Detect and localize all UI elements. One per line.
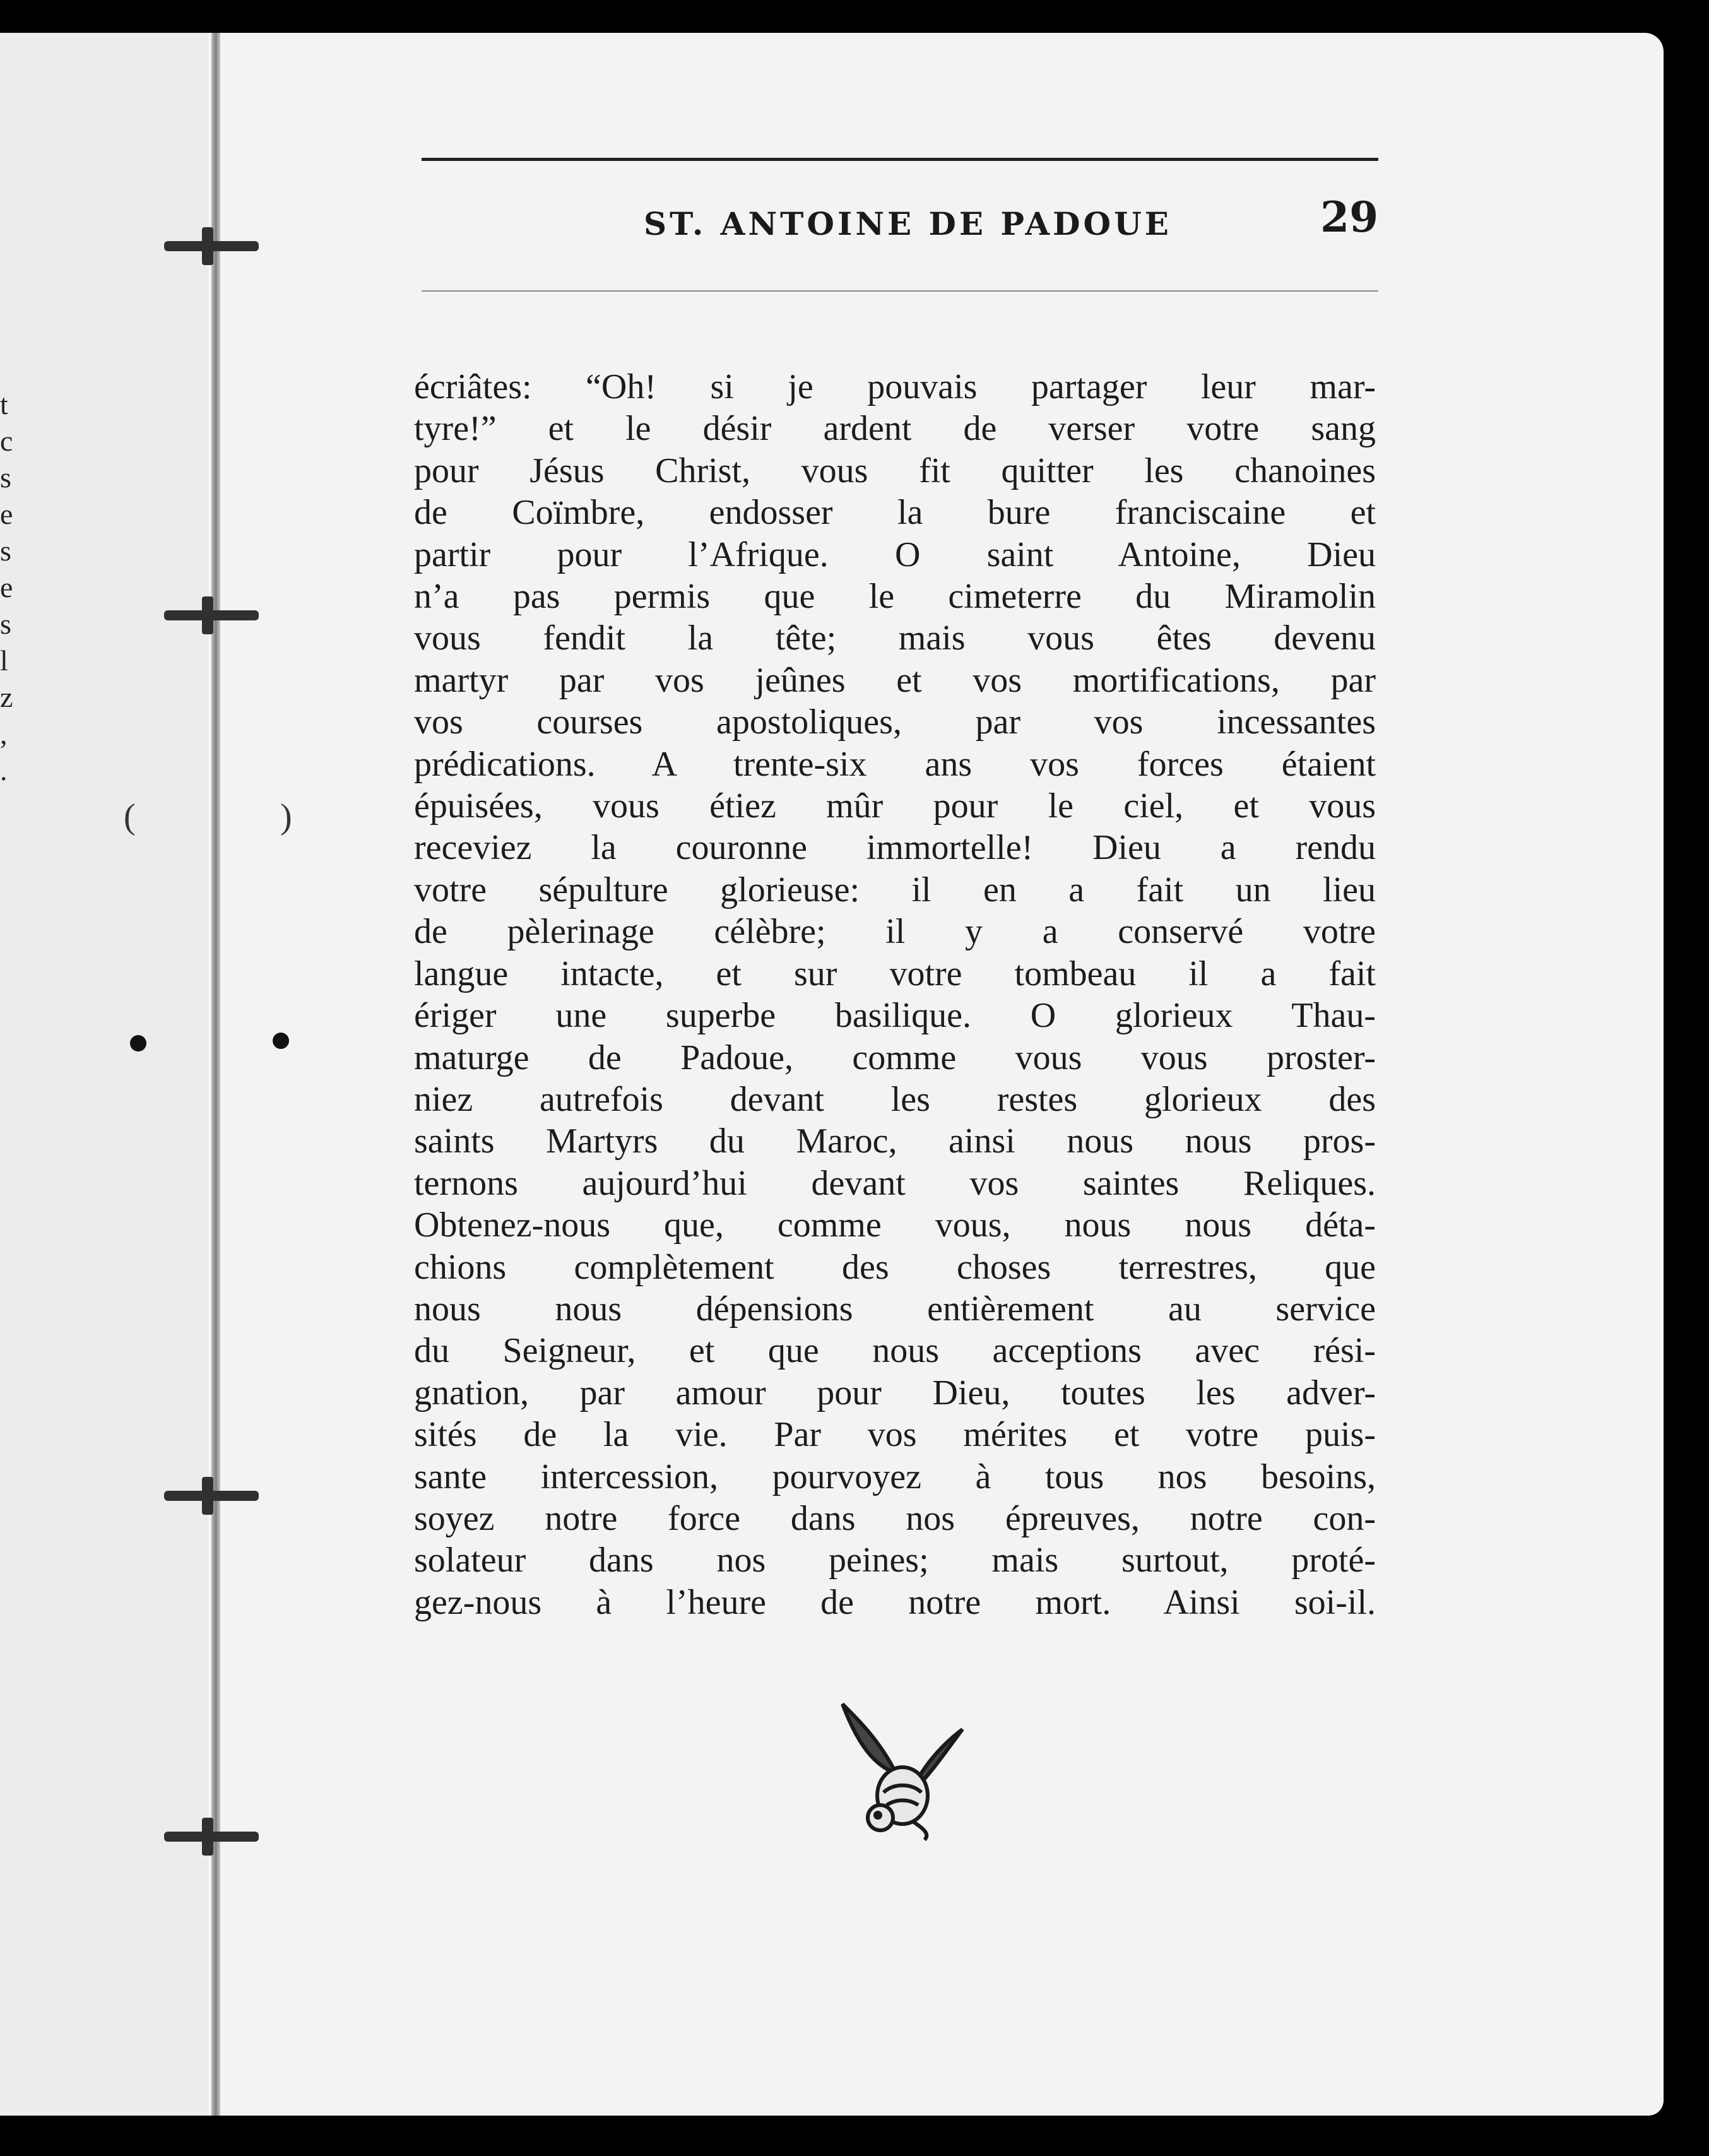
- text-line: vos courses apostoliques, par vos incessantes: [414, 702, 1376, 742]
- text-line: votre sépulture glorieuse: il en a fait un lieu: [414, 870, 1376, 909]
- text-line: saints Martyrs du Maroc, ainsi nous nous pros-: [414, 1122, 1376, 1161]
- text-line: gnation, par amour pour Dieu, toutes les adver-: [414, 1373, 1376, 1413]
- running-title: ST. ANTOINE DE PADOUE: [644, 205, 1172, 242]
- text-line: sités de la vie. Par vos mérites et votre puis-: [414, 1415, 1376, 1455]
- text-line: solateur dans nos peines; mais surtout, proté-: [414, 1541, 1376, 1580]
- binding-stitch: [164, 1832, 259, 1842]
- text-line: tyre!” et le désir ardent de verser votre sang: [414, 409, 1376, 449]
- text-line: niez autrefois devant les restes glorieux des: [414, 1079, 1376, 1119]
- text-line: ternons aujourd’hui devant vos saintes Reliques.: [414, 1163, 1376, 1203]
- margin-dot-left: [130, 1035, 146, 1051]
- text-line: Obtenez-nous que, comme vous, nous nous déta-: [414, 1205, 1376, 1245]
- page-number: 29: [1320, 192, 1378, 242]
- text-line: partir pour l’Afrique. O saint Antoine, Dieu: [414, 535, 1376, 574]
- text-line: receviez la couronne immortelle! Dieu a rendu: [414, 828, 1376, 868]
- text-line: soyez notre force dans nos épreuves, notre con-: [414, 1498, 1376, 1538]
- text-line: chions complètement des choses terrestres, que: [414, 1247, 1376, 1287]
- margin-mark-right: ): [280, 797, 292, 836]
- prayer-text: [414, 366, 1376, 1623]
- margin-dot-right: [273, 1033, 289, 1049]
- text-line: vous fendit la tête; mais vous êtes devenu: [414, 619, 1376, 658]
- header-rule-top: [422, 158, 1378, 161]
- header-rule-bottom: [422, 290, 1378, 292]
- binding-stitch: [164, 241, 259, 251]
- text-line: écriâtes: “Oh! si je pouvais partager leur mar-: [414, 367, 1376, 406]
- text-line: du Seigneur, et que nous acceptions avec rési-: [414, 1331, 1376, 1371]
- text-line: pour Jésus Christ, vous fit quitter les chanoines: [414, 451, 1376, 490]
- text-line: maturge de Padoue, comme vous vous proster-: [414, 1038, 1376, 1077]
- text-line: épuisées, vous étiez mûr pour le ciel, et vous: [414, 786, 1376, 826]
- swallow-ornament-icon: [836, 1698, 969, 1843]
- text-line: gez-nous à l’heure de notre mort. Ainsi soi-il.: [414, 1582, 1376, 1622]
- facing-page-edge: [0, 33, 208, 2116]
- text-line: ériger une superbe basilique. O glorieux Thau-: [414, 996, 1376, 1036]
- text-line: de Coïmbre, endosser la bure franciscaine et: [414, 493, 1376, 533]
- text-line: n’a pas permis que le cimeterre du Miramolin: [414, 577, 1376, 617]
- margin-mark-left: (: [124, 797, 136, 836]
- text-line: martyr par vos jeûnes et vos mortifications, par: [414, 660, 1376, 700]
- facing-page-letters: t c s e s e s l z , .: [0, 388, 13, 786]
- text-line: sante intercession, pourvoyez à tous nos besoins,: [414, 1457, 1376, 1496]
- book-spine: [211, 33, 220, 2116]
- text-line: de pèlerinage célèbre; il y a conservé votre: [414, 912, 1376, 952]
- binding-stitch: [164, 1491, 259, 1501]
- text-line: prédications. A trente-six ans vos forces étaient: [414, 744, 1376, 784]
- page-header: [422, 192, 1378, 249]
- binding-stitch: [164, 610, 259, 620]
- text-line: langue intacte, et sur votre tombeau il a fait: [414, 954, 1376, 993]
- text-line: nous nous dépensions entièrement au service: [414, 1289, 1376, 1329]
